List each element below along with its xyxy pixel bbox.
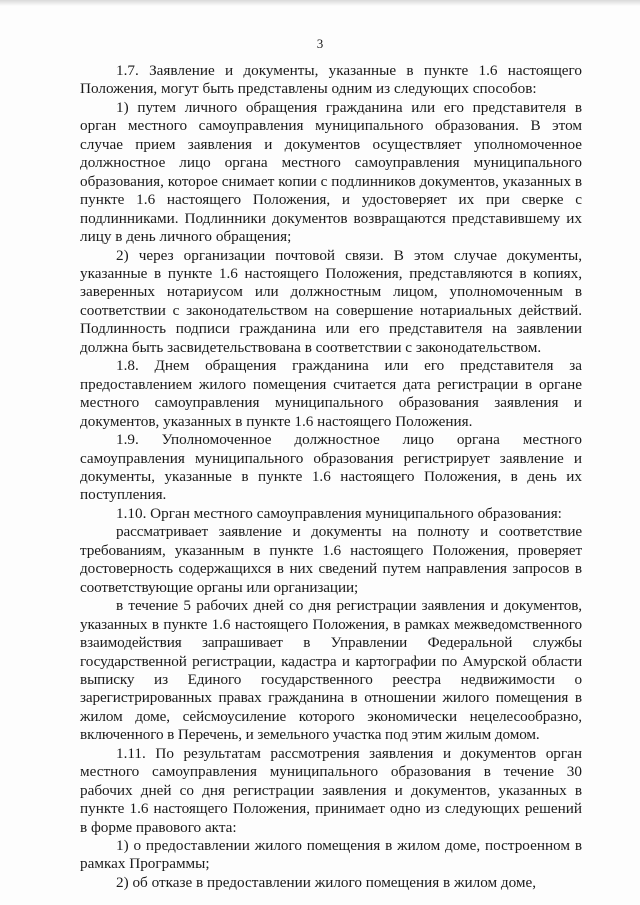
paragraph-1-8: 1.8. Днем обращения гражданина или его представителя за предоставлением жилого помещения считается дата регистрации в органе местного самоуправления муниципального образования заявления и документов, указанных в пункте 1.6 настоящего Положения. bbox=[80, 357, 582, 430]
paragraph-1-9: 1.9. Уполномоченное должностное лицо органа местного самоуправления муниципального образования регистрирует заявление и документы, указанные в пункте 1.6 настоящего Положения, в день их поступления. bbox=[80, 431, 582, 504]
scan-edge bbox=[0, 0, 640, 6]
paragraph-1-7-item-2: 2) через организации почтовой связи. В этом случае документы, указанные в пункте 1.6 настоящего Положения, представляются в копиях, заверенных нотариусом или должностным лицом, уполномоченным в соответствии с законодательством на совершение нотариальных действий. Подлинность подписи гражданина или его представителя на заявлении должна быть засвидетельствована в соответствии с законодательством. bbox=[80, 246, 582, 356]
paragraph-1-7-item-1: 1) путем личного обращения гражданина или его представителя в орган местного самоуправления муниципального образования. В этом случае прием заявления и документов осуществляет уполномоченное должностное лицо органа местного самоуправления муниципального образования, которое снимает копии с подлинников документов, указанных в пункте 1.6 настоящего Положения, и удостоверяет их при сверке с подлинниками. Подлинники документов возвращаются представившему их лицу в день личного обращения; bbox=[80, 98, 582, 246]
page-number: 3 bbox=[316, 36, 324, 51]
paragraph-1-10: 1.10. Орган местного самоуправления муниципального образования: bbox=[116, 504, 562, 522]
paragraph-1-11: 1.11. По результатам рассмотрения заявления и документов орган местного самоуправления муниципального образования в течение 30 рабочих дней со дня регистрации заявления и документов, указанных в пункте 1.6 настоящего Положения, принимает одно из следующих решений в форме правового акта: bbox=[80, 744, 582, 836]
paragraph-1-10-clause-2: в течение 5 рабочих дней со дня регистрации заявления и документов, указанных в пункте 1.6 настоящего Положения, в рамках межведомственного взаимодействия запрашивает в Управлении Федеральной службы государственной регистрации, кадастра и картографии по Амурской области выписку из Единого государственного реестра недвижимости о зарегистрированных правах гражданина в отношении жилого помещения в жилом доме, сейсмоусиление которого экономически нецелесообразно, включенного в Перечень, и земельного участка под этим жилым домом. bbox=[80, 597, 582, 744]
document-body bbox=[80, 62, 582, 892]
paragraph-1-11-item-1: 1) о предоставлении жилого помещения в жилом доме, построенном в рамках Программы; bbox=[80, 837, 582, 873]
paragraph-1-10-clause-1: рассматривает заявление и документы на полноту и соответствие требованиям, указанным в пункте 1.6 настоящего Положения, проверяет достоверность содержащихся в них сведений путем направления запросов в соответствующие органы или организации; bbox=[80, 523, 582, 596]
paragraph-1-11-item-2: 2) об отказе в предоставлении жилого помещения в жилом доме, bbox=[116, 873, 537, 891]
paragraph-1-7: 1.7. Заявление и документы, указанные в пункте 1.6 настоящего Положения, могут быть представлены одним из следующих способов: bbox=[80, 62, 582, 98]
